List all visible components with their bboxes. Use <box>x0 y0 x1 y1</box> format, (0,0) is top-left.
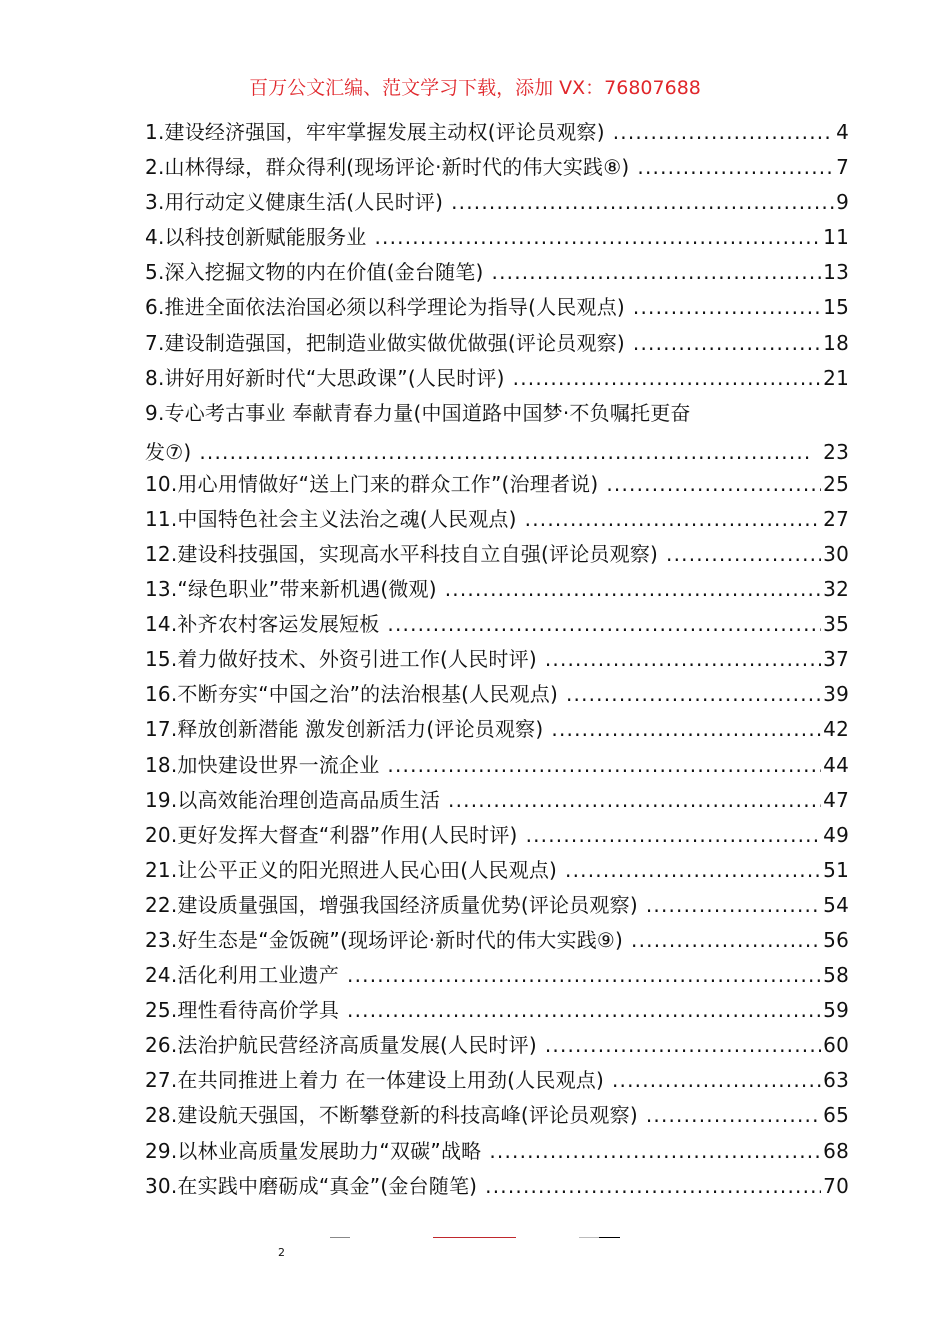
dot-leader <box>551 712 821 747</box>
toc-entry-number: 2 <box>145 155 158 180</box>
toc-separator: . <box>170 506 178 531</box>
toc-entry-number: 14 <box>145 612 171 637</box>
toc-entry-title: 用行动定义健康生活(人民时评) <box>164 190 444 215</box>
dot-leader <box>526 818 822 853</box>
toc-entry[interactable] <box>145 712 849 747</box>
toc-entry-title: 发⑦) <box>145 439 192 464</box>
toc-entry-title: 着力做好技术、外资引进工作(人民时评) <box>177 647 537 672</box>
toc-entry-title: 在共同推进上着力 在一体建设上用劲(人民观点) <box>177 1068 604 1093</box>
toc-entry[interactable] <box>145 185 849 220</box>
toc-separator: . <box>170 787 178 812</box>
toc-separator: . <box>157 330 165 355</box>
toc-entry-page: 7 <box>836 155 849 180</box>
toc-entry-title: 更好发挥大督查“利器”作用(人民时评) <box>177 822 518 847</box>
toc-separator: . <box>157 365 165 390</box>
toc-entry-number: 25 <box>145 998 171 1023</box>
toc-entry-number: 30 <box>145 1173 171 1198</box>
dot-leader <box>489 1134 821 1169</box>
toc-entry-page: 18 <box>823 330 849 355</box>
toc-entry-page: 23 <box>823 439 849 464</box>
toc-entry-number: 4 <box>145 225 158 250</box>
toc-entry[interactable] <box>145 1028 849 1063</box>
toc-entry-number: 11 <box>145 506 171 531</box>
dot-leader <box>485 1169 821 1204</box>
toc-entry-title: 用心用情做好“送上门来的群众工作”(治理者说) <box>177 471 599 496</box>
toc-entry[interactable] <box>145 150 849 185</box>
toc-entry-page: 42 <box>823 717 849 742</box>
toc-entry[interactable] <box>145 467 849 502</box>
toc-entry[interactable] <box>145 537 849 572</box>
dot-leader <box>492 255 822 290</box>
toc-entry-number: 27 <box>145 1068 171 1093</box>
dot-leader <box>445 572 821 607</box>
watermark-banner: 百万公文汇编、范文学习下载，添加 VX：76807688 <box>249 77 701 99</box>
dot-leader <box>613 115 834 150</box>
page-number: 2 <box>278 1246 285 1259</box>
dot-leader <box>347 958 821 993</box>
dot-leader <box>525 502 822 537</box>
toc-entry-title: 加快建设世界一流企业 <box>177 752 380 777</box>
toc-entry[interactable] <box>145 255 849 290</box>
toc-entry[interactable] <box>145 818 849 853</box>
toc-entry-title: 山林得绿，群众得利(现场评论·新时代的伟大实践⑧) <box>164 155 630 180</box>
toc-entry[interactable] <box>145 437 849 467</box>
toc-entry-title: 中国特色社会主义法治之魂(人民观点) <box>177 506 517 531</box>
toc-separator: . <box>170 682 178 707</box>
toc-entry-title: 不断夯实“中国之治”的法治根基(人民观点) <box>177 682 558 707</box>
toc-entry-page: 32 <box>823 577 849 602</box>
toc-separator: . <box>170 1103 178 1128</box>
dot-leader <box>606 467 821 502</box>
toc-separator: . <box>157 120 165 144</box>
toc-separator: . <box>170 927 178 952</box>
toc-entry-title: 建设制造强国，把制造业做实做优做强(评论员观察) <box>164 330 625 355</box>
dot-leader <box>637 150 834 185</box>
toc-entry[interactable] <box>145 220 849 255</box>
toc-entry[interactable] <box>145 326 849 361</box>
toc-entry-title: 建设科技强国，实现高水平科技自立自强(评论员观察) <box>177 541 659 566</box>
toc-separator: . <box>170 612 178 637</box>
toc-entry-number: 20 <box>145 822 171 847</box>
toc-entry-page: 13 <box>823 260 849 285</box>
toc-separator: . <box>170 963 178 988</box>
toc-entry-page: 59 <box>823 998 849 1023</box>
toc-entry[interactable] <box>145 502 849 537</box>
toc-entry-number: 12 <box>145 541 171 566</box>
toc-entry-title: 专心考古事业 奉献青春力量(中国道路中国梦·不负嘱托更奋 <box>164 400 691 425</box>
dot-leader <box>633 290 821 325</box>
toc-entry-page: 11 <box>823 225 849 250</box>
toc-entry-page: 25 <box>823 471 849 496</box>
dot-leader <box>633 326 821 361</box>
toc-entry-title: 以高效能治理创造高品质生活 <box>177 787 441 812</box>
toc-entry[interactable] <box>145 290 849 325</box>
dot-leader <box>347 993 821 1028</box>
toc-entry[interactable] <box>145 1098 849 1133</box>
toc-entry[interactable] <box>145 572 849 607</box>
toc-separator: . <box>170 1068 178 1093</box>
toc-separator: . <box>157 260 165 285</box>
dot-leader <box>612 1063 821 1098</box>
toc-separator: . <box>170 717 178 742</box>
toc-entry-title: 补齐农村客运发展短板 <box>177 612 380 637</box>
toc-entry-number: 22 <box>145 892 171 917</box>
toc-entry-number: 15 <box>145 647 171 672</box>
dot-leader <box>387 607 821 642</box>
toc-entry[interactable] <box>145 607 849 642</box>
toc-entry-number: 1 <box>145 120 158 144</box>
toc-entry-page: 44 <box>823 752 849 777</box>
dot-leader <box>545 1028 821 1063</box>
toc-separator: . <box>170 1173 178 1198</box>
dot-leader <box>666 537 821 572</box>
dot-leader <box>199 437 813 467</box>
toc-entry[interactable] <box>145 748 849 783</box>
dot-leader <box>448 783 821 818</box>
toc-entry-page: 51 <box>823 857 849 882</box>
toc-entry-page: 54 <box>823 892 849 917</box>
toc-entry-title: 以林业高质量发展助力“双碳”战略 <box>177 1138 482 1163</box>
toc-entry-title: 理性看待高价学具 <box>177 998 340 1023</box>
toc-entry-page: 15 <box>823 295 849 320</box>
toc-entry-page: 60 <box>823 1033 849 1058</box>
toc-entry-page: 9 <box>836 190 849 215</box>
dot-leader <box>566 677 821 712</box>
toc-separator: . <box>170 1033 178 1058</box>
toc-entry-number: 26 <box>145 1033 171 1058</box>
toc-entry-page: 47 <box>823 787 849 812</box>
toc-entry-page: 63 <box>823 1068 849 1093</box>
toc-separator: . <box>170 471 178 496</box>
toc-entry-number: 23 <box>145 927 171 952</box>
toc-entry-page: 39 <box>823 682 849 707</box>
toc-entry[interactable] <box>145 1134 849 1169</box>
toc-entry[interactable] <box>145 888 849 923</box>
toc-separator: . <box>170 822 178 847</box>
toc-entry-page: 70 <box>823 1173 849 1198</box>
toc-separator: . <box>170 1138 178 1163</box>
toc-entry[interactable] <box>145 993 849 1028</box>
toc-entry-page: 68 <box>823 1138 849 1163</box>
toc-entry-number: 29 <box>145 1138 171 1163</box>
toc-entry-page: 65 <box>823 1103 849 1128</box>
toc-separator: . <box>157 225 165 250</box>
toc-entry[interactable] <box>145 115 849 150</box>
toc-entry-page: 27 <box>823 506 849 531</box>
toc-entry-title: 讲好用好新时代“大思政课”(人民时评) <box>164 365 505 390</box>
toc-entry-page: 30 <box>823 541 849 566</box>
toc-entry-page: 37 <box>823 647 849 672</box>
toc-entry-number: 3 <box>145 190 158 215</box>
toc-entry-title: 活化利用工业遗产 <box>177 963 340 988</box>
toc-separator: . <box>157 155 165 180</box>
dot-leader <box>565 853 821 888</box>
footer-divider <box>599 1237 620 1238</box>
toc-entry-page: 58 <box>823 963 849 988</box>
dot-leader <box>646 888 821 923</box>
toc-entry[interactable] <box>145 396 849 437</box>
toc-entry-title: 好生态是“金饭碗”(现场评论·新时代的伟大实践⑨) <box>177 927 624 952</box>
toc-separator: . <box>157 190 165 215</box>
toc-separator: . <box>170 857 178 882</box>
toc-entry-page: 56 <box>823 927 849 952</box>
toc-entry-page: 4 <box>836 120 849 144</box>
toc-entry-page: 49 <box>823 822 849 847</box>
toc-entry-title: 建设经济强国，牢牢掌握发展主动权(评论员观察) <box>164 120 605 144</box>
toc-entry-title: 法治护航民营经济高质量发展(人民时评) <box>177 1033 537 1058</box>
toc-separator: . <box>170 541 178 566</box>
toc-entry-title: 释放创新潜能 激发创新活力(评论员观察) <box>177 717 544 742</box>
footer-divider-red <box>433 1237 516 1238</box>
toc-separator: . <box>170 577 178 602</box>
toc-separator: . <box>170 998 178 1023</box>
toc-separator: . <box>170 647 178 672</box>
toc-entry-number: 10 <box>145 471 171 496</box>
toc-entry[interactable] <box>145 677 849 712</box>
toc-entry-number: 8 <box>145 365 158 390</box>
toc-entry-title: 让公平正义的阳光照进人民心田(人民观点) <box>177 857 558 882</box>
dot-leader <box>375 220 822 255</box>
table-of-contents <box>145 115 849 1204</box>
toc-entry-number: 28 <box>145 1103 171 1128</box>
toc-entry-title: 在实践中磨砺成“真金”(金台随笔) <box>177 1173 478 1198</box>
toc-entry[interactable] <box>145 923 849 958</box>
toc-entry-number: 19 <box>145 787 171 812</box>
footer-divider <box>579 1237 599 1238</box>
toc-entry-number: 18 <box>145 752 171 777</box>
toc-entry-page: 35 <box>823 612 849 637</box>
dot-leader <box>387 748 821 783</box>
dot-leader <box>631 923 821 958</box>
footer-divider <box>330 1237 350 1238</box>
toc-entry-number: 6 <box>145 295 158 320</box>
toc-entry-title: “绿色职业”带来新机遇(微观) <box>177 577 437 602</box>
toc-entry[interactable] <box>145 1063 849 1098</box>
toc-entry-page: 21 <box>823 365 849 390</box>
toc-entry-number: 24 <box>145 963 171 988</box>
toc-separator: . <box>157 295 165 320</box>
toc-entry[interactable] <box>145 642 849 677</box>
toc-entry[interactable] <box>145 853 849 888</box>
dot-leader <box>513 361 822 396</box>
toc-entry-number: 5 <box>145 260 158 285</box>
toc-separator: . <box>157 400 165 425</box>
toc-entry-title: 深入挖掘文物的内在价值(金台随笔) <box>164 260 484 285</box>
toc-entry[interactable] <box>145 361 849 396</box>
toc-entry-number: 13 <box>145 577 171 602</box>
toc-entry-number: 7 <box>145 330 158 355</box>
toc-entry-title: 建设质量强国，增强我国经济质量优势(评论员观察) <box>177 892 638 917</box>
toc-separator: . <box>170 752 178 777</box>
dot-leader <box>545 642 821 677</box>
toc-entry-title: 以科技创新赋能服务业 <box>164 225 367 250</box>
toc-entry-number: 9 <box>145 400 158 425</box>
toc-entry[interactable] <box>145 1169 849 1204</box>
dot-leader <box>646 1098 821 1133</box>
dot-leader <box>451 185 834 220</box>
toc-entry-title: 推进全面依法治国必须以科学理论为指导(人民观点) <box>164 295 625 320</box>
toc-entry[interactable] <box>145 783 849 818</box>
toc-entry-number: 21 <box>145 857 171 882</box>
toc-separator: . <box>170 892 178 917</box>
toc-entry-number: 16 <box>145 682 171 707</box>
toc-entry[interactable] <box>145 958 849 993</box>
toc-entry-title: 建设航天强国，不断攀登新的科技高峰(评论员观察) <box>177 1103 638 1128</box>
toc-entry-number: 17 <box>145 717 171 742</box>
